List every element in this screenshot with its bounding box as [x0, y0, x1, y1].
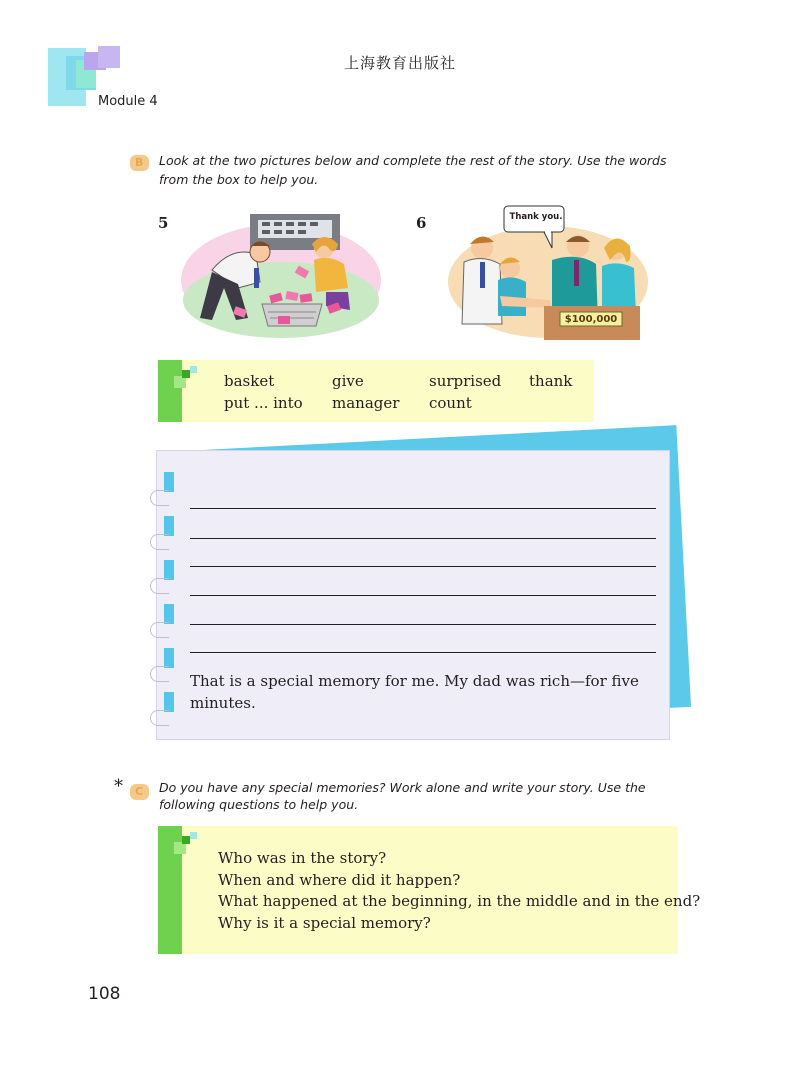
notebook-tab — [164, 604, 174, 624]
box-decoration — [190, 832, 197, 839]
notebook-ring — [150, 666, 169, 682]
section-b-badge — [130, 151, 149, 171]
box-decoration — [182, 836, 190, 844]
guiding-questions — [218, 848, 700, 934]
question-item: What happened at the beginning, in the middle and in the end? — [218, 892, 701, 910]
instruction-line: Look at the two pictures below and complete the rest of the story. Use the words — [159, 153, 667, 168]
module-label: Module 4 — [98, 94, 158, 109]
instruction-line: following questions to help you. — [159, 797, 359, 812]
notebook-ring — [150, 578, 169, 594]
instruction-line: from the box to help you. — [159, 172, 319, 187]
closing-line: minutes. — [190, 694, 256, 712]
notebook-ring — [150, 490, 169, 506]
writing-line[interactable] — [190, 595, 656, 596]
section-b-letter: B — [130, 155, 149, 171]
word-box — [158, 360, 594, 422]
writing-line[interactable] — [190, 508, 656, 509]
notebook-tab — [164, 516, 174, 536]
word-item: count — [429, 394, 472, 412]
question-item: Why is it a special memory? — [218, 913, 431, 932]
story-closing — [190, 670, 660, 714]
notebook-tab — [164, 472, 174, 492]
speech-bubble-text: Thank you. — [509, 212, 563, 222]
box-decoration — [182, 370, 190, 378]
box-decoration — [190, 366, 197, 373]
prize-sign-text: $100,000 — [564, 314, 618, 325]
notebook-ring — [150, 710, 169, 726]
notebook-tab — [164, 648, 174, 668]
word-item: put ... into — [224, 394, 303, 412]
word-item: basket — [224, 372, 275, 390]
word-item: manager — [332, 394, 400, 412]
question-item: Who was in the story? — [218, 849, 387, 867]
picture-5-illustration — [178, 208, 384, 340]
section-c-badge — [130, 780, 149, 800]
instruction-line: Do you have any special memories? Work alone and write your story. Use the — [159, 780, 646, 795]
notebook-tab — [164, 560, 174, 580]
publisher-name: 上海教育出版社 — [343, 54, 456, 72]
notebook-tab — [164, 692, 174, 712]
writing-line[interactable] — [190, 566, 656, 567]
word-box-bar — [158, 360, 182, 422]
notebook-ring — [150, 534, 169, 550]
section-b-instruction — [159, 151, 679, 189]
word-item: thank — [529, 372, 573, 390]
picture-number: 6 — [416, 214, 427, 232]
word-item: give — [332, 372, 364, 390]
page-number: 108 — [88, 984, 121, 1004]
writing-line[interactable] — [190, 538, 656, 539]
writing-line[interactable] — [190, 624, 656, 625]
challenge-star: * — [114, 776, 123, 797]
question-item: When and where did it happen? — [218, 870, 461, 889]
notebook-ring — [150, 622, 169, 638]
section-c-letter: C — [130, 784, 149, 800]
word-item: surprised — [429, 372, 502, 390]
writing-line[interactable] — [190, 652, 656, 653]
section-c-instruction — [159, 779, 679, 813]
picture-number: 5 — [158, 214, 169, 232]
closing-line: That is a special memory for me. My dad was rich—for five — [190, 672, 639, 690]
